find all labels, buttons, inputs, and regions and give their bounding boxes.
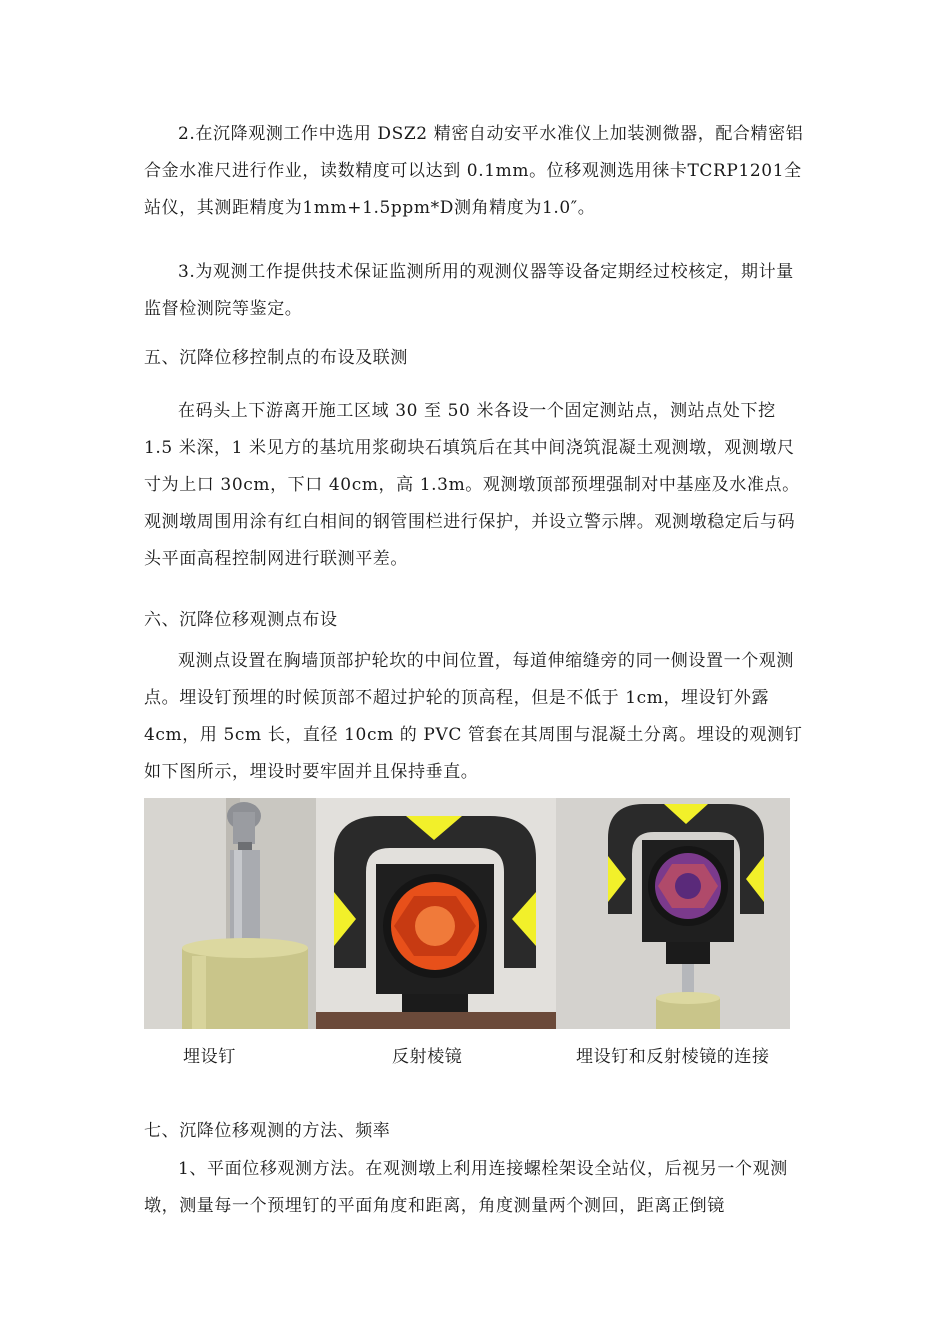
equipment-photos	[144, 798, 790, 1029]
paragraph-observation-points: 观测点设置在胸墙顶部护轮坎的中间位置，每道伸缩缝旁的同一侧设置一个观测点。埋设钉预埋的时候顶部不超过护轮的顶高程，但是不低于 1cm，埋设钉外露 4cm，用 5cm 长，直径 10cm 的 PVC 管套在其周围与混凝土分离。埋设的观测钉如下图所示，埋设时要牢固并且保持垂直。	[144, 651, 803, 782]
paragraph-displacement-method: 1、平面位移观测方法。在观测墩上利用连接螺栓架设全站仪，后视另一个观测墩，测量每一个预埋钉的平面角度和距离，角度测量两个测回，距离正倒镜	[144, 1159, 788, 1216]
caption-reflective-prism: 反射棱镜	[392, 1047, 463, 1067]
embedded-nail-photo	[144, 798, 316, 1029]
caption-embedded-nail: 埋设钉	[183, 1047, 236, 1067]
paragraph-instruments: 2.在沉降观测工作中选用 DSZ2 精密自动安平水准仪上加装测微器，配合精密铝合金水准尺进行作业，读数精度可以达到 0.1mm。位移观测选用徕卡TCRP1201全站仪，其测距精度为1mm+1.5ppm*D测角精度为1.0″。	[144, 124, 804, 218]
reflective-prism-photo	[316, 798, 556, 1029]
section-heading-7: 七、沉降位移观测的方法、频率	[144, 1121, 391, 1141]
paragraph-control-points: 在码头上下游离开施工区域 30 至 50 米各设一个固定测站点，测站点处下挖 1.5 米深，1 米见方的基坑用浆砌块石填筑后在其中间浇筑混凝土观测墩，观测墩尺寸为上口 30cm，下口 40cm，高 1.3m。观测墩顶部预埋强制对中基座及水准点。观测墩周围用涂有红白相间的钢管围栏进行保护，并设立警示牌。观测墩稳定后与码头平面高程控制网进行联测平差。	[144, 401, 800, 569]
section-heading-5: 五、沉降位移控制点的布设及联测	[144, 348, 408, 368]
caption-nail-prism-connection: 埋设钉和反射棱镜的连接	[576, 1047, 770, 1067]
paragraph-calibration: 3.为观测工作提供技术保证监测所用的观测仪器等设备定期经过校核定，期计量监督检测院等鉴定。	[144, 262, 794, 319]
nail-prism-connection-photo	[556, 798, 790, 1029]
section-heading-6: 六、沉降位移观测点布设	[144, 610, 338, 630]
